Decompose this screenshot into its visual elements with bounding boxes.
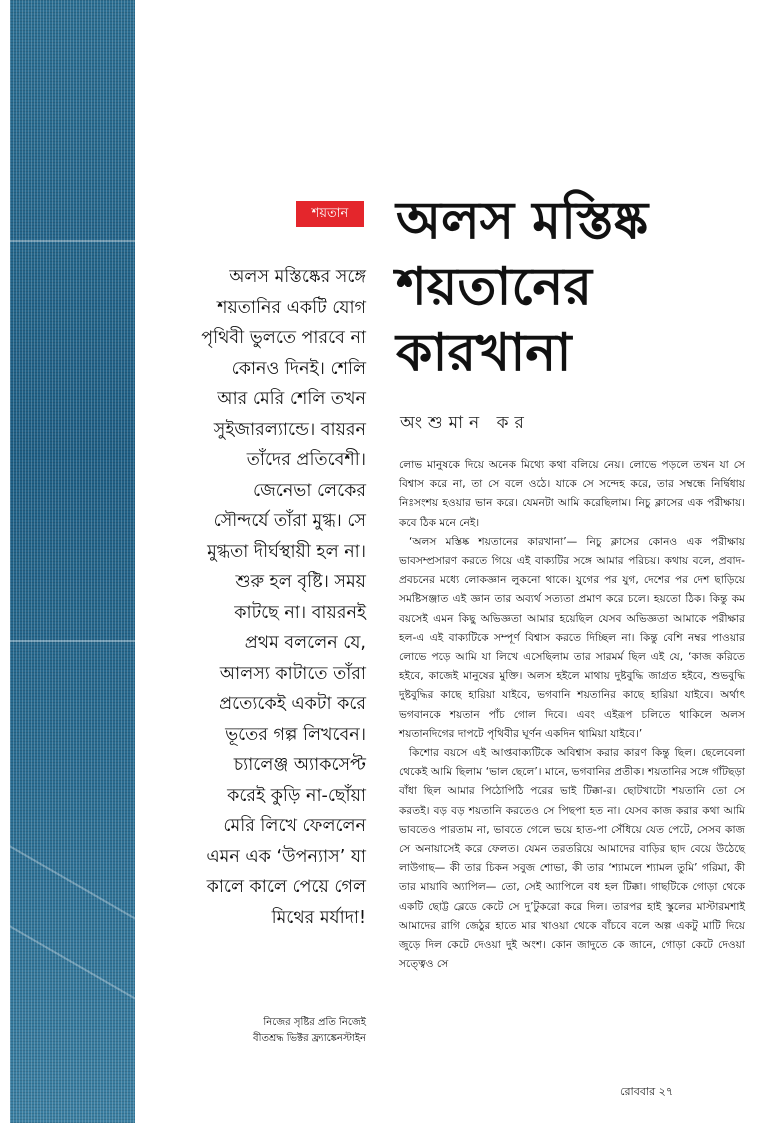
pull-quote-line: প্রত্যেকেই একটা করে — [219, 694, 366, 714]
pull-quote-line: সুইজারল্যান্ডে। বায়রন — [213, 419, 366, 440]
body-paragraph: লোভ মানুষকে দিয়ে অনেক মিথ্যে কথা বলিয়ে নেয়। লোভে পড়লে তখন যা সে বিশ্বাস করে না, তা সে বলে ওঠে। যাকে সে সন্দেহ করে, তার সম্বন্ধে নির্দ্বিধায় নিঃসংশয় হওয়ার ভান করে। যেমনটা আমি করেছিলাম। নিচু ক্লাসের এক পরীক্ষায়। কবে ঠিক মনে নেই। — [399, 459, 745, 529]
pull-quote-line: কোনও দিনই। শেলি — [231, 358, 366, 379]
pull-quote-line: মুগ্ধতা দীর্ঘস্থায়ী হল না। — [207, 541, 366, 562]
title-line-1: অলস মস্তিষ্ক — [396, 191, 649, 251]
pull-quote-line: জেনেভা লেকের — [253, 480, 366, 501]
caption-line-2: বীতশ্রদ্ধ ভিক্টর ফ্র্যাঙ্কেনস্টাইন — [253, 1033, 366, 1044]
body-paragraph: ‘অলস মস্তিষ্ক শয়তানের কারখানা’— নিচু ক্লাসের কোনও এক পরীক্ষায় ভাবসম্প্রসারণ করতে গিয়ে এই বাক্যটির সঙ্গে আমার পরিচয়। কথায় বলে, প্রবাদ-প্রবচনের মধ্যে লোকজ্ঞান লুকনো থাকে। যুগের পর যুগ, দেশের পর দেশ ছাড়িয়ে সমষ্টিসঞ্জাত এই জ্ঞান তার অব্যর্থ সত্যতা প্রমাণ করে চলে। হয়তো ঠিক। কিন্তু কম বয়সেই এমন কিছু অভিজ্ঞতা আমার হয়েছিল যেসব অভিজ্ঞতা আমাকে পরীক্ষার হল-এ এই বাক্যটিকে সম্পূর্ণ বিশ্বাস করতে দিচ্ছিল না। কিন্তু বেশি নম্বর পাওয়ার লোভে পড়ে আমি যা লিখে এসেছিলাম তার সারমর্ম ছিল এই যে, ‘কাজ করিতে হইবে, কাজেই মানুষের মুক্তি। অলস হইলে মাথায় দুষ্টবুদ্ধি জাগ্রত হইবে, শুভবুদ্ধি দুষ্টবুদ্ধির কাছে হারিয়া যাইবে, ভগবানি শয়তানির কাছে হারিয়া যাইবে। অর্থাৎ ভগবানকে শয়তান পাঁচ গোল দিবে। এবং এইরূপ চলিতে থাকিলে অলস শয়তানদিগের দাপটে পৃথিবীর ঘূর্ণন একদিন থামিয়া যাইবে।’ — [399, 535, 745, 740]
pull-quote-line: প্রথম বললেন যে, — [244, 633, 366, 653]
pull-quote-line: কাটছে না। বায়রনই — [234, 602, 366, 623]
pull-quote-line: আলস্য কাটাতে তাঁরা — [219, 663, 366, 684]
caption-line-1: নিজের সৃষ্টির প্রতি নিজেই — [263, 1017, 366, 1028]
title-line-2: শয়তানের — [396, 257, 593, 317]
page-folio: রোববার ২৭ — [620, 1085, 673, 1098]
article-body — [399, 456, 745, 974]
pull-quote-line: শয়তানির একটি যোগ — [217, 297, 366, 318]
article-title — [396, 188, 736, 386]
photo-caption — [176, 1015, 366, 1047]
pull-quote-line: অলস মস্তিষ্কের সঙ্গে — [229, 267, 366, 287]
body-paragraph: কিশোর বয়সে এই আপ্তবাক্যটিকে অবিশ্বাস করার কারণ কিন্তু ছিল। ছেলেবেলা থেকেই আমি ছিলাম ‘ভাল ছেলে’। মানে, ভগবানির প্রতীক। শয়তানির সঙ্গে গাঁটছড়া বাঁধা ছিল আমার পিঠোপিঠি পরের ভাই টিক্কা-র। ছোটখাটো শয়তানি তো সে করতই। বড় বড় শয়তানি করতেও সে পিছপা হত না। যেসব কাজ করার কথা আমি ভাবতেও পারতাম না, ভাবতে গেলে ভয়ে হাত-পা সেঁধিয়ে যেত পেটে, সেসব কাজ সে অনায়াসেই করে ফেলত। যেমন তরতরিয়ে আমাদের বাড়ির ছাদ বেয়ে উঠেছে লাউগাছ— কী তার চিকন সবুজ শোভা, কী তার ‘শ্যামলে শ্যামল তুমি’ গরিমা, কী তার মায়াবি অ্যাপিল— তো, সেই অ্যাপিলে বধ হল টিক্কা। গাছটিকে গোড়া থেকে একটি ছোট্ট ব্লেডে কেটে সে দু’টুকরো করে দিল। তারপর হাই স্কুলের মাস্টারমশাই আমাদের রাগি জেঠুর হাতে মার খাওয়া থেকে বাঁচবে বলে অল্প একটু মাটি দিয়ে জুড়ে দিল কেটে দেওয়া দুই অংশ। কোন জাদুতে কে জানে, গোড়া কেটে দেওয়া সত্ত্বেও সে — [399, 747, 745, 971]
pull-quote-line: মেরি লিখে ফেললেন — [223, 816, 366, 836]
pull-quote-line: পৃথিবী ভুলতে পারবে না — [201, 328, 366, 348]
pull-quote-line: তাঁদের প্রতিবেশী। — [246, 450, 366, 470]
author-byline: অংশুমান কর — [400, 413, 530, 433]
pull-quote-line: চ্যালেঞ্জ অ্যাকসেপ্ট — [233, 755, 366, 775]
pull-quote-line: করেই কুড়ি না-ছোঁয়া — [227, 785, 366, 806]
pull-quote — [176, 262, 366, 933]
pull-quote-line: শুরু হল বৃষ্টি। সময় — [235, 572, 366, 592]
pull-quote-line: এমন এক ‘উপন্যাস’ যা — [206, 846, 366, 867]
pull-quote-line: মিথের মর্যাদা! — [271, 907, 366, 928]
pull-quote-line: সৌন্দর্যে তাঁরা মুগ্ধ। সে — [213, 511, 366, 531]
pull-quote-line: ভূতের গল্প লিখবেন। — [225, 724, 366, 745]
section-tag: শয়তান — [296, 201, 364, 227]
title-line-3: কারখানা — [396, 323, 572, 383]
pull-quote-line: আর মেরি শেলি তখন — [217, 389, 366, 409]
cover-photo-strip — [10, 0, 135, 1123]
pull-quote-line: কালে কালে পেয়ে গেল — [206, 877, 366, 897]
